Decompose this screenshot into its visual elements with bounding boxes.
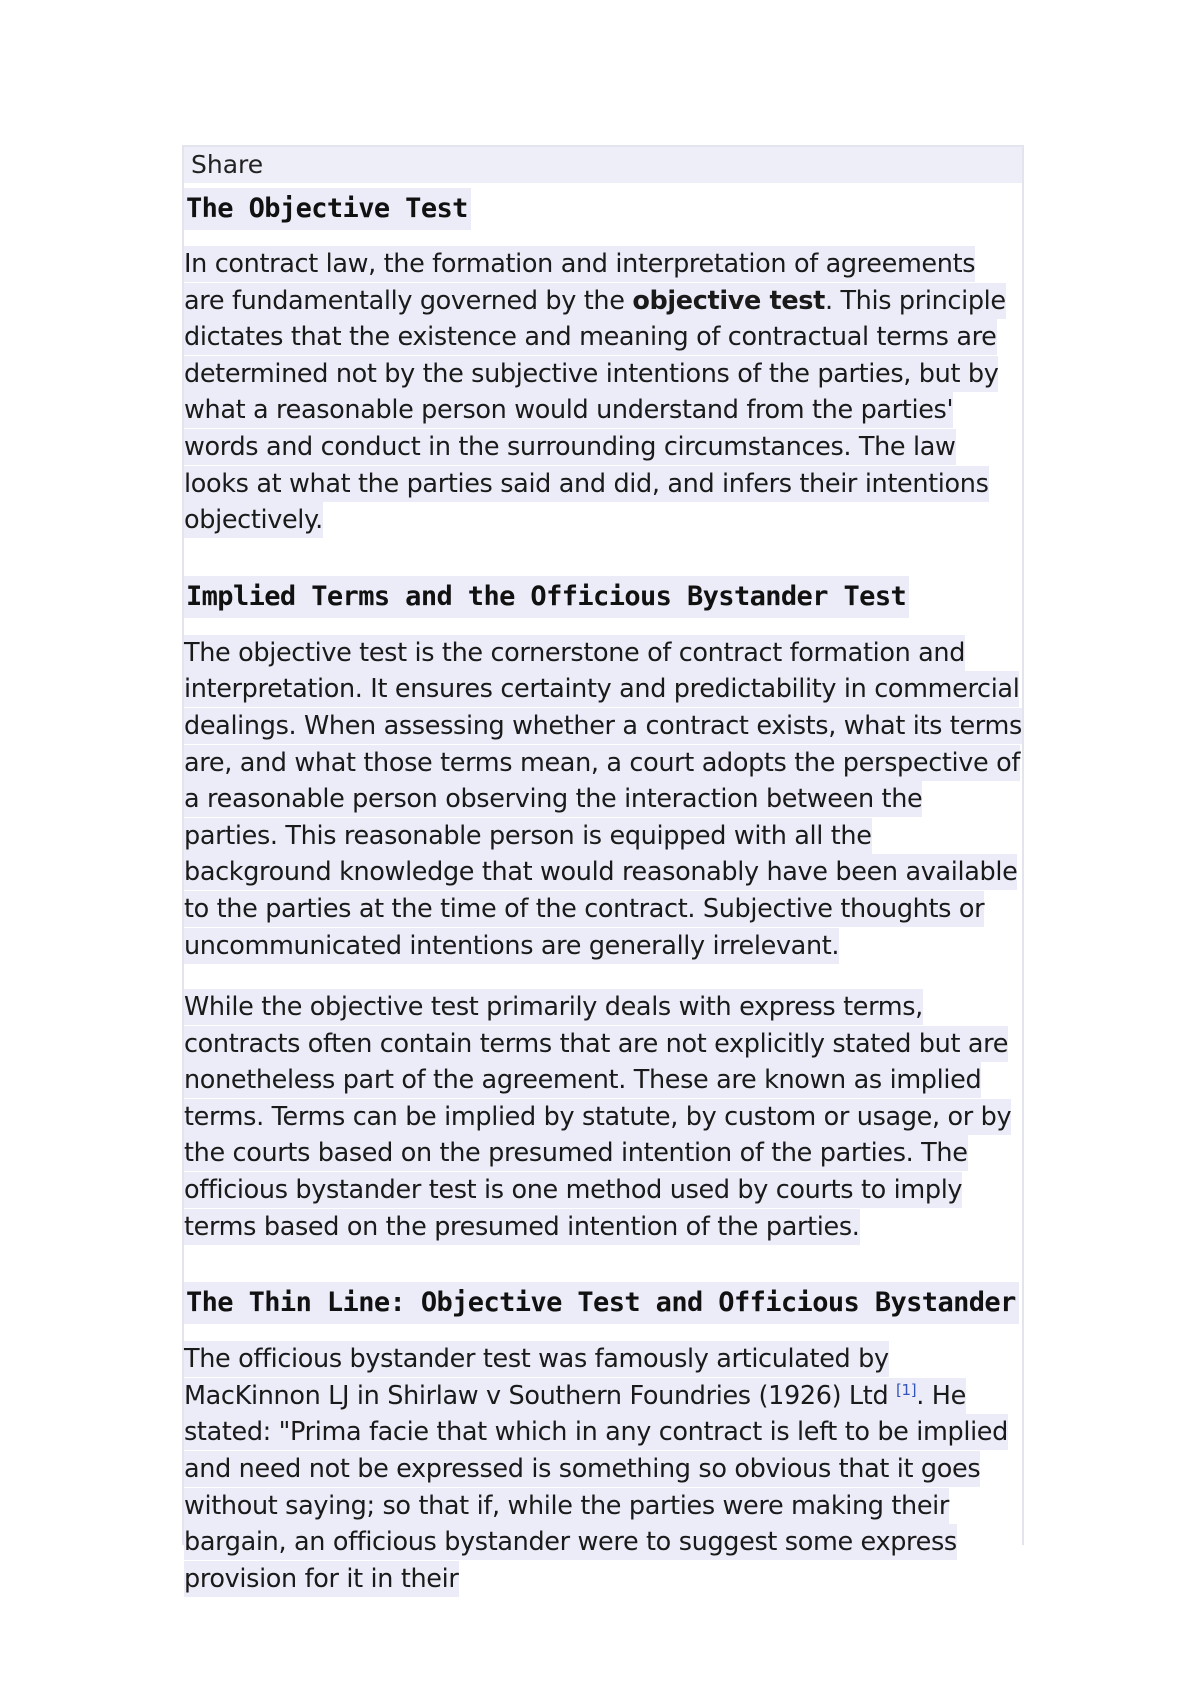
bold-term: objective test	[632, 285, 825, 316]
paragraph-cornerstone: The objective test is the cornerstone of contract formation and interpretation. It ensures certainty and predictability in commercial dealings. When assessing whether a contract exists, what its terms are, and what those terms mean, a court adopts the perspective of a reasonable person observing the interaction between the parties. This reasonable person is equipped with all the background knowledge that would reasonably have been available to the parties at the time of the contract. Subjective thoughts or uncommunicated intentions are generally irrelevant.	[184, 635, 1022, 964]
heading-implied-terms: Implied Terms and the Officious Bystander Test	[184, 581, 1022, 612]
share-button[interactable]	[184, 147, 1022, 183]
heading-thin-line: The Thin Line: Objective Test and Officious Bystander	[184, 1287, 1022, 1318]
citation-link[interactable]: [1]	[896, 1380, 917, 1399]
share-label: Share	[191, 150, 264, 179]
paragraph-implied-terms: While the objective test primarily deals with express terms, contracts often contain terms that are not explicitly stated but are nonetheless part of the agreement. These are known as implied terms. Terms can be implied by statute, by custom or usage, or by the courts based on the presumed intention of the parties. The officious bystander test is one method used by courts to imply terms based on the presumed intention of the parties.	[184, 989, 1022, 1245]
paragraph-objective-test: In contract law, the formation and interpretation of agreements are fundamentally governed by the objective test. This principle dictates that the existence and meaning of contractual terms are determined not by the subjective intentions of the parties, but by what a reasonable person would understand from the parties' words and conduct in the surrounding circumstances. The law looks at what the parties said and did, and infers their intentions objectively.	[184, 246, 1022, 539]
paragraph-officious-bystander: The officious bystander test was famously articulated by MacKinnon LJ in Shirlaw v Southern Foundries (1926) Ltd [1]. He stated: "Prima facie that which in any contract is left to be implied and need not be expressed is something so obvious that it goes without saying; so that if, while the parties were making their bargain, an officious bystander were to suggest some express provision for it in their	[184, 1341, 1022, 1597]
document-page	[182, 145, 1024, 1594]
heading-objective-test: The Objective Test	[184, 193, 1022, 224]
